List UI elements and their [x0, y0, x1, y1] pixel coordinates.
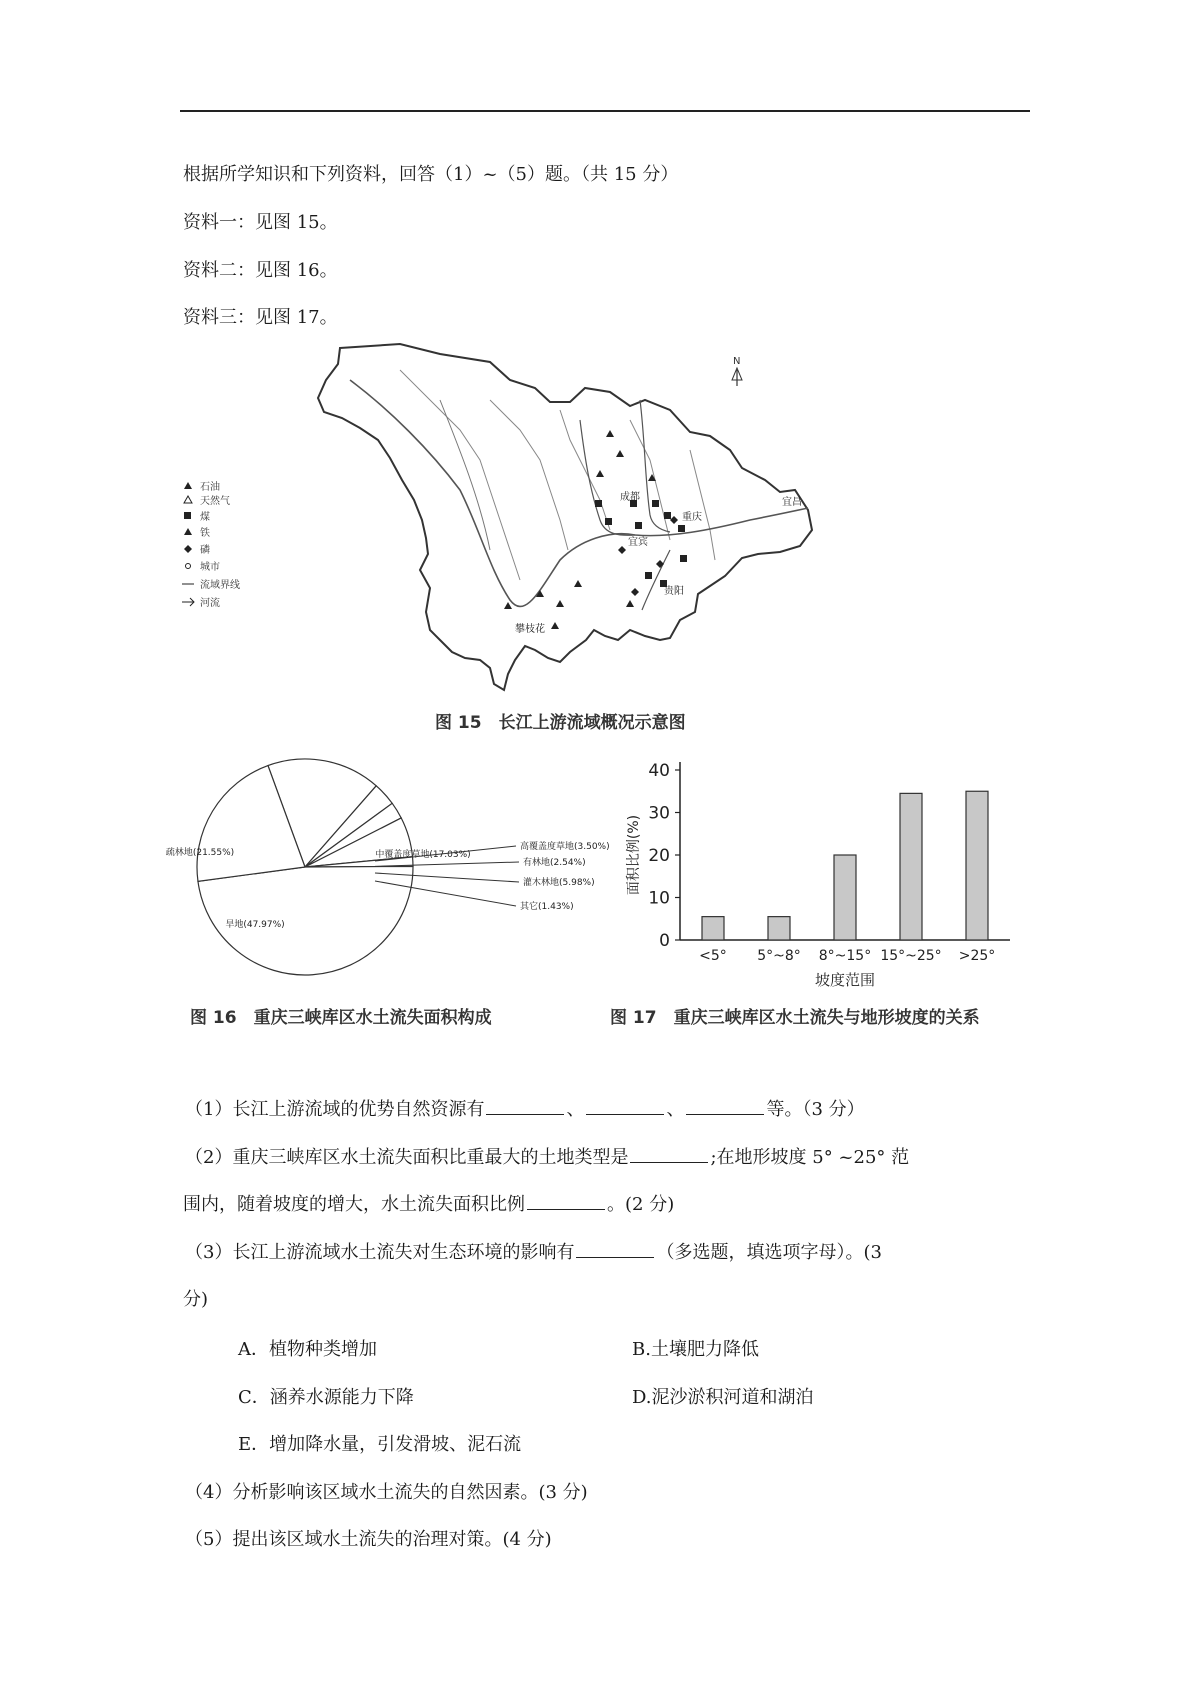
legend-oil: 石油 [200, 482, 220, 493]
city-label-guiyang: 贵阳 [664, 586, 684, 597]
question-3 [185, 1238, 882, 1264]
y-tick-label: 10 [648, 888, 670, 909]
pie-slice-label: 其它(1.43%) [520, 902, 574, 912]
instruction-text: 根据所学知识和下列资料，回答（1）~（5）题。（共 15 分） [183, 164, 679, 185]
figure-16-caption: 图 16 重庆三峡库区水土流失面积构成 [190, 1008, 492, 1028]
question-1-text: （1）长江上游流域的优势自然资源有 [185, 1099, 485, 1120]
legend-river: 河流 [200, 598, 220, 609]
city-label-panzhihua: 攀枝花 [515, 624, 545, 635]
x-tick-label: 8°~15° [818, 948, 872, 964]
question-4: （4）分析影响该区域水土流失的自然因素。(3 分) [185, 1482, 588, 1503]
pie-slice-label: 灌木林地(5.98%) [523, 878, 595, 888]
y-axis-label: 面积比例(%) [626, 814, 642, 896]
option-d: D.泥沙淤积河道和湖泊 [632, 1387, 814, 1408]
pie-slice-label: 有林地(2.54%) [523, 858, 586, 868]
pie-slice-label: 中覆盖度草地(17.03%) [375, 850, 471, 860]
answer-blank-1b[interactable] [586, 1100, 664, 1115]
x-tick-label: 5°~8° [757, 948, 801, 964]
question-2-text: （2）重庆三峡库区水土流失面积比重最大的土地类型是 [185, 1147, 629, 1168]
question-2-continued: ;在地形坡度 5° ~25° 范 [710, 1147, 910, 1168]
city-label-chongqing: 重庆 [682, 512, 702, 523]
bar [702, 917, 724, 940]
answer-blank-2b[interactable] [527, 1195, 605, 1210]
question-2-suffix: 。(2 分) [607, 1194, 675, 1215]
question-1 [185, 1095, 865, 1121]
figure-17-bar-chart [620, 750, 1020, 995]
legend-city: 城市 [200, 562, 220, 573]
legend-basin-boundary: 流域界线 [200, 580, 240, 591]
answer-blank-3[interactable] [576, 1243, 654, 1258]
question-3-continued: （多选题，填选项字母）。(3 [656, 1242, 882, 1263]
north-arrow-icon [732, 356, 742, 386]
x-tick-label: >25° [958, 948, 996, 964]
bar [834, 855, 856, 940]
pie-slice-label: 高覆盖度草地(3.50%) [520, 842, 610, 852]
figure-15-caption: 图 15 长江上游流域概况示意图 [435, 713, 686, 733]
material-3-text: 资料三：见图 17。 [183, 307, 338, 328]
question-3-line-2: 分) [183, 1289, 209, 1310]
question-2 [185, 1143, 909, 1169]
city-label-chengdu: 成都 [620, 492, 640, 503]
question-2-text-2: 围内，随着坡度的增大，水土流失面积比例 [183, 1194, 525, 1215]
legend-phosphorus: 磷 [200, 545, 210, 556]
x-axis-label: 坡度范围 [814, 971, 876, 989]
answer-blank-1c[interactable] [686, 1100, 764, 1115]
pie-slice-label: 疏林地(21.55%) [165, 848, 235, 858]
city-label-yichang: 宜昌 [782, 497, 802, 508]
separator: 、 [666, 1099, 685, 1120]
yangtze-upper-basin-map [190, 340, 890, 710]
question-2-line-2 [183, 1190, 674, 1216]
pie-slice-label: 旱地(47.97%) [225, 920, 285, 930]
svg-text:N: N [733, 356, 741, 367]
y-tick-label: 30 [648, 803, 670, 824]
map-legend [182, 480, 240, 609]
header-rule [180, 110, 1030, 112]
separator: 、 [566, 1099, 585, 1120]
question-5: （5）提出该区域水土流失的治理对策。(4 分) [185, 1529, 552, 1550]
option-c: C．涵养水源能力下降 [238, 1387, 414, 1408]
city-label-yibin: 宜宾 [628, 537, 648, 548]
material-1-text: 资料一：见图 15。 [183, 212, 338, 233]
question-3-text: （3）长江上游流域水土流失对生态环境的影响有 [185, 1242, 575, 1263]
bar [900, 793, 922, 940]
y-tick-label: 40 [648, 761, 670, 781]
bar [966, 791, 988, 940]
y-tick-label: 0 [659, 931, 670, 951]
figure-16-pie-chart [165, 742, 610, 1012]
legend-iron: 铁 [200, 528, 210, 539]
legend-gas: 天然气 [200, 496, 230, 507]
legend-coal: 煤 [200, 512, 210, 523]
option-a: A．植物种类增加 [238, 1339, 377, 1360]
x-tick-label: 15°~25° [880, 948, 942, 964]
answer-blank-2a[interactable] [630, 1148, 708, 1163]
figure-17-caption: 图 17 重庆三峡库区水土流失与地形坡度的关系 [610, 1008, 980, 1028]
answer-blank-1a[interactable] [486, 1100, 564, 1115]
question-1-suffix: 等。（3 分） [766, 1099, 865, 1120]
y-tick-label: 20 [648, 846, 670, 866]
bar [768, 917, 790, 940]
option-e: E．增加降水量，引发滑坡、泥石流 [238, 1434, 522, 1455]
option-b: B.土壤肥力降低 [632, 1339, 759, 1360]
material-2-text: 资料二：见图 16。 [183, 260, 338, 281]
x-tick-label: <5° [699, 948, 727, 964]
